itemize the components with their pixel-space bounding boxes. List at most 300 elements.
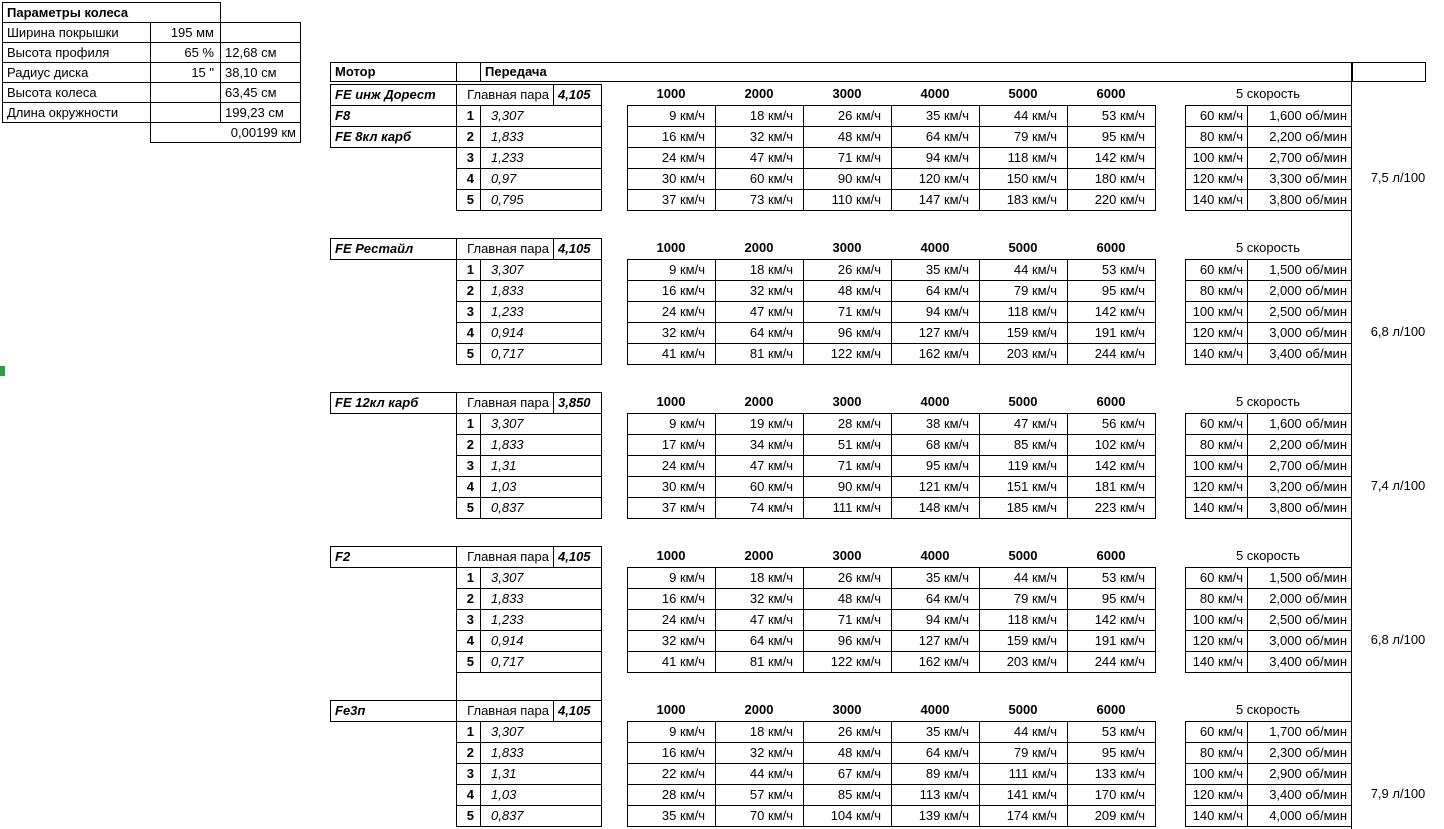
speed-cell[interactable]: 18 км/ч	[715, 721, 804, 743]
speed-cell[interactable]: 79 км/ч	[979, 588, 1068, 610]
speed-cell[interactable]: 122 км/ч	[803, 651, 892, 673]
fifth-gear-rpm-cell[interactable]: 1,500 об/мин	[1247, 259, 1352, 281]
speed-cell[interactable]: 53 км/ч	[1067, 259, 1156, 281]
speed-cell[interactable]: 51 км/ч	[803, 434, 892, 456]
speed-cell[interactable]: 191 км/ч	[1067, 322, 1156, 344]
speed-cell[interactable]: 56 км/ч	[1067, 413, 1156, 435]
fifth-gear-rpm-cell[interactable]: 2,500 об/мин	[1247, 301, 1352, 323]
speed-cell[interactable]: 16 км/ч	[627, 742, 716, 764]
speed-cell[interactable]: 142 км/ч	[1067, 609, 1156, 631]
wheel-param-value[interactable]: 15 "	[150, 62, 221, 83]
final-drive-label[interactable]: Главная пара	[456, 700, 554, 722]
fuel-consumption-label[interactable]: 7,4 л/100	[1370, 478, 1426, 493]
speed-cell[interactable]: 64 км/ч	[891, 126, 980, 148]
fifth-gear-rpm-cell[interactable]: 3,400 об/мин	[1247, 343, 1352, 365]
fifth-gear-speed-cell[interactable]: 120 км/ч	[1185, 168, 1248, 190]
motor-name-cell[interactable]: FE Рестайл	[330, 238, 457, 260]
speed-cell[interactable]: 71 км/ч	[803, 609, 892, 631]
fifth-gear-speed-cell[interactable]: 60 км/ч	[1185, 105, 1248, 127]
gear-number-cell[interactable]: 1	[456, 413, 481, 435]
speed-cell[interactable]: 44 км/ч	[979, 259, 1068, 281]
speed-cell[interactable]: 94 км/ч	[891, 301, 980, 323]
fifth-gear-rpm-cell[interactable]: 1,700 об/мин	[1247, 721, 1352, 743]
speed-cell[interactable]: 244 км/ч	[1067, 651, 1156, 673]
header-gear[interactable]: Передача	[480, 62, 1353, 82]
gear-number-cell[interactable]: 1	[456, 567, 481, 589]
fifth-gear-speed-cell[interactable]: 140 км/ч	[1185, 189, 1248, 211]
fifth-gear-speed-cell[interactable]: 100 км/ч	[1185, 609, 1248, 631]
fifth-gear-rpm-cell[interactable]: 2,500 об/мин	[1247, 609, 1352, 631]
rpm-header[interactable]: 6000	[1096, 86, 1126, 101]
motor-name-cell[interactable]: F2	[330, 546, 457, 568]
rpm-header[interactable]: 1000	[656, 394, 686, 409]
gear-ratio-cell[interactable]: 0,837	[480, 497, 602, 519]
speed-cell[interactable]: 90 км/ч	[803, 476, 892, 498]
speed-cell[interactable]: 64 км/ч	[715, 322, 804, 344]
fifth-gear-rpm-cell[interactable]: 2,200 об/мин	[1247, 434, 1352, 456]
wheel-param-label[interactable]: Радиус диска	[2, 62, 151, 83]
speed-cell[interactable]: 142 км/ч	[1067, 301, 1156, 323]
gear-ratio-cell[interactable]: 3,307	[480, 567, 602, 589]
gear-ratio-cell[interactable]: 0,97	[480, 168, 602, 190]
speed-cell[interactable]: 16 км/ч	[627, 588, 716, 610]
speed-cell[interactable]: 44 км/ч	[979, 721, 1068, 743]
fifth-gear-rpm-cell[interactable]: 3,000 об/мин	[1247, 630, 1352, 652]
fifth-gear-speed-cell[interactable]: 80 км/ч	[1185, 742, 1248, 764]
speed-cell[interactable]: 57 км/ч	[715, 784, 804, 806]
rpm-header[interactable]: 3000	[832, 240, 862, 255]
speed-cell[interactable]: 70 км/ч	[715, 805, 804, 827]
gear-number-cell[interactable]: 5	[456, 497, 481, 519]
fifth-gear-speed-cell[interactable]: 100 км/ч	[1185, 455, 1248, 477]
speed-cell[interactable]: 127 км/ч	[891, 630, 980, 652]
speed-cell[interactable]: 37 км/ч	[627, 497, 716, 519]
rpm-header[interactable]: 1000	[656, 548, 686, 563]
speed-cell[interactable]: 150 км/ч	[979, 168, 1068, 190]
speed-cell[interactable]: 48 км/ч	[803, 588, 892, 610]
fifth-gear-speed-cell[interactable]: 80 км/ч	[1185, 434, 1248, 456]
speed-cell[interactable]: 122 км/ч	[803, 343, 892, 365]
speed-cell[interactable]: 47 км/ч	[715, 147, 804, 169]
speed-cell[interactable]: 104 км/ч	[803, 805, 892, 827]
final-drive-label[interactable]: Главная пара	[456, 546, 554, 568]
rpm-header[interactable]: 3000	[832, 86, 862, 101]
fifth-gear-rpm-cell[interactable]: 2,200 об/мин	[1247, 126, 1352, 148]
gear-ratio-cell[interactable]: 3,307	[480, 413, 602, 435]
fifth-gear-speed-cell[interactable]: 100 км/ч	[1185, 301, 1248, 323]
speed-cell[interactable]: 181 км/ч	[1067, 476, 1156, 498]
speed-cell[interactable]: 79 км/ч	[979, 742, 1068, 764]
rpm-header[interactable]: 6000	[1096, 702, 1126, 717]
rpm-header[interactable]: 1000	[656, 240, 686, 255]
speed-cell[interactable]: 94 км/ч	[891, 609, 980, 631]
gear-number-cell[interactable]: 3	[456, 455, 481, 477]
speed-cell[interactable]: 159 км/ч	[979, 630, 1068, 652]
fifth-gear-speed-cell[interactable]: 60 км/ч	[1185, 567, 1248, 589]
speed-cell[interactable]: 47 км/ч	[715, 455, 804, 477]
fuel-consumption-label[interactable]: 6,8 л/100	[1370, 324, 1426, 339]
fifth-gear-speed-cell[interactable]: 60 км/ч	[1185, 721, 1248, 743]
speed-cell[interactable]: 37 км/ч	[627, 189, 716, 211]
speed-cell[interactable]: 17 км/ч	[627, 434, 716, 456]
speed-cell[interactable]: 16 км/ч	[627, 280, 716, 302]
fifth-gear-rpm-cell[interactable]: 3,400 об/мин	[1247, 651, 1352, 673]
gear-ratio-cell[interactable]: 1,03	[480, 476, 602, 498]
fifth-gear-rpm-cell[interactable]: 3,800 об/мин	[1247, 189, 1352, 211]
fifth-gear-speed-cell[interactable]: 140 км/ч	[1185, 651, 1248, 673]
speed-cell[interactable]: 9 км/ч	[627, 105, 716, 127]
gear-ratio-cell[interactable]: 1,31	[480, 455, 602, 477]
fifth-gear-speed-cell[interactable]: 60 км/ч	[1185, 259, 1248, 281]
speed-cell[interactable]: 162 км/ч	[891, 651, 980, 673]
speed-cell[interactable]: 64 км/ч	[891, 588, 980, 610]
gear-ratio-cell[interactable]: 1,833	[480, 280, 602, 302]
gear-number-cell[interactable]: 2	[456, 126, 481, 148]
speed-cell[interactable]: 16 км/ч	[627, 126, 716, 148]
speed-cell[interactable]: 30 км/ч	[627, 168, 716, 190]
speed-cell[interactable]: 32 км/ч	[627, 322, 716, 344]
final-drive-label[interactable]: Главная пара	[456, 238, 554, 260]
speed-cell[interactable]: 71 км/ч	[803, 301, 892, 323]
speed-cell[interactable]: 118 км/ч	[979, 147, 1068, 169]
gear-ratio-cell[interactable]: 0,914	[480, 630, 602, 652]
speed-cell[interactable]: 79 км/ч	[979, 280, 1068, 302]
fifth-speed-header[interactable]: 5 скорость	[1235, 240, 1301, 255]
speed-cell[interactable]: 19 км/ч	[715, 413, 804, 435]
gear-ratio-cell[interactable]: 0,795	[480, 189, 602, 211]
header-spacer-cell[interactable]	[456, 62, 481, 82]
gear-number-cell[interactable]: 4	[456, 168, 481, 190]
speed-cell[interactable]: 67 км/ч	[803, 763, 892, 785]
speed-cell[interactable]: 26 км/ч	[803, 259, 892, 281]
speed-cell[interactable]: 119 км/ч	[979, 455, 1068, 477]
gear-ratio-cell[interactable]: 1,833	[480, 126, 602, 148]
gear-number-cell[interactable]: 1	[456, 259, 481, 281]
speed-cell[interactable]: 111 км/ч	[803, 497, 892, 519]
speed-cell[interactable]: 220 км/ч	[1067, 189, 1156, 211]
fifth-gear-rpm-cell[interactable]: 3,800 об/мин	[1247, 497, 1352, 519]
gear-number-cell[interactable]: 5	[456, 343, 481, 365]
speed-cell[interactable]: 142 км/ч	[1067, 147, 1156, 169]
speed-cell[interactable]: 9 км/ч	[627, 259, 716, 281]
fifth-gear-rpm-cell[interactable]: 3,000 об/мин	[1247, 322, 1352, 344]
wheel-params-title[interactable]: Параметры колеса	[2, 2, 221, 23]
fuel-consumption-label[interactable]: 6,8 л/100	[1370, 632, 1426, 647]
wheel-param-value[interactable]: 195 мм	[150, 22, 221, 43]
gear-ratio-cell[interactable]: 1,833	[480, 588, 602, 610]
gear-number-cell[interactable]: 4	[456, 322, 481, 344]
speed-cell[interactable]: 26 км/ч	[803, 721, 892, 743]
speed-cell[interactable]: 94 км/ч	[891, 147, 980, 169]
final-drive-label[interactable]: Главная пара	[456, 84, 554, 106]
fifth-gear-rpm-cell[interactable]: 1,600 об/мин	[1247, 413, 1352, 435]
speed-cell[interactable]: 48 км/ч	[803, 280, 892, 302]
rpm-header[interactable]: 4000	[920, 240, 950, 255]
speed-cell[interactable]: 120 км/ч	[891, 168, 980, 190]
fifth-gear-rpm-cell[interactable]: 3,300 об/мин	[1247, 168, 1352, 190]
fuel-consumption-label[interactable]: 7,5 л/100	[1370, 170, 1426, 185]
gear-number-cell[interactable]: 2	[456, 588, 481, 610]
speed-cell[interactable]: 74 км/ч	[715, 497, 804, 519]
fifth-gear-speed-cell[interactable]: 120 км/ч	[1185, 476, 1248, 498]
gear-ratio-cell[interactable]: 1,233	[480, 609, 602, 631]
fifth-gear-rpm-cell[interactable]: 2,300 об/мин	[1247, 742, 1352, 764]
speed-cell[interactable]: 95 км/ч	[891, 455, 980, 477]
fifth-gear-speed-cell[interactable]: 60 км/ч	[1185, 413, 1248, 435]
final-drive-value[interactable]: 4,105	[553, 238, 602, 260]
wheel-param-value[interactable]	[150, 82, 221, 103]
speed-cell[interactable]: 147 км/ч	[891, 189, 980, 211]
fifth-gear-rpm-cell[interactable]: 2,000 об/мин	[1247, 588, 1352, 610]
speed-cell[interactable]: 95 км/ч	[1067, 126, 1156, 148]
final-drive-value[interactable]: 4,105	[553, 84, 602, 106]
speed-cell[interactable]: 60 км/ч	[715, 476, 804, 498]
rpm-header[interactable]: 2000	[744, 702, 774, 717]
wheel-param-label[interactable]: Высота колеса	[2, 82, 151, 103]
rpm-header[interactable]: 5000	[1008, 548, 1038, 563]
speed-cell[interactable]: 18 км/ч	[715, 105, 804, 127]
speed-cell[interactable]: 141 км/ч	[979, 784, 1068, 806]
fuel-consumption-label[interactable]: 7,9 л/100	[1370, 786, 1426, 801]
gear-ratio-cell[interactable]: 3,307	[480, 259, 602, 281]
speed-cell[interactable]: 89 км/ч	[891, 763, 980, 785]
speed-cell[interactable]: 9 км/ч	[627, 413, 716, 435]
final-drive-value[interactable]: 3,850	[553, 392, 602, 414]
speed-cell[interactable]: 22 км/ч	[627, 763, 716, 785]
speed-cell[interactable]: 118 км/ч	[979, 301, 1068, 323]
rpm-header[interactable]: 4000	[920, 86, 950, 101]
speed-cell[interactable]: 102 км/ч	[1067, 434, 1156, 456]
speed-cell[interactable]: 96 км/ч	[803, 322, 892, 344]
fifth-speed-header[interactable]: 5 скорость	[1235, 86, 1301, 101]
speed-cell[interactable]: 148 км/ч	[891, 497, 980, 519]
gear-number-cell[interactable]: 1	[456, 721, 481, 743]
speed-cell[interactable]: 180 км/ч	[1067, 168, 1156, 190]
speed-cell[interactable]: 133 км/ч	[1067, 763, 1156, 785]
fifth-gear-rpm-cell[interactable]: 3,400 об/мин	[1247, 784, 1352, 806]
rpm-header[interactable]: 3000	[832, 394, 862, 409]
fifth-gear-speed-cell[interactable]: 140 км/ч	[1185, 497, 1248, 519]
speed-cell[interactable]: 118 км/ч	[979, 609, 1068, 631]
wheel-param-value2[interactable]: 38,10 см	[220, 62, 301, 83]
speed-cell[interactable]: 47 км/ч	[715, 301, 804, 323]
speed-cell[interactable]: 162 км/ч	[891, 343, 980, 365]
speed-cell[interactable]: 191 км/ч	[1067, 630, 1156, 652]
speed-cell[interactable]: 53 км/ч	[1067, 721, 1156, 743]
speed-cell[interactable]: 35 км/ч	[891, 567, 980, 589]
speed-cell[interactable]: 185 км/ч	[979, 497, 1068, 519]
speed-cell[interactable]: 18 км/ч	[715, 567, 804, 589]
speed-cell[interactable]: 209 км/ч	[1067, 805, 1156, 827]
gear-number-cell[interactable]: 3	[456, 301, 481, 323]
fifth-gear-speed-cell[interactable]: 140 км/ч	[1185, 805, 1248, 827]
speed-cell[interactable]: 24 км/ч	[627, 609, 716, 631]
speed-cell[interactable]: 183 км/ч	[979, 189, 1068, 211]
gear-ratio-cell[interactable]: 0,717	[480, 343, 602, 365]
gear-ratio-cell[interactable]: 0,717	[480, 651, 602, 673]
header-motor[interactable]: Мотор	[330, 62, 457, 82]
speed-cell[interactable]: 30 км/ч	[627, 476, 716, 498]
rpm-header[interactable]: 4000	[920, 394, 950, 409]
speed-cell[interactable]: 170 км/ч	[1067, 784, 1156, 806]
header-right-cell[interactable]	[1351, 62, 1426, 82]
speed-cell[interactable]: 32 км/ч	[627, 630, 716, 652]
wheel-param-value2[interactable]: 199,23 см	[220, 102, 301, 123]
speed-cell[interactable]: 95 км/ч	[1067, 742, 1156, 764]
gear-number-cell[interactable]: 4	[456, 630, 481, 652]
speed-cell[interactable]: 32 км/ч	[715, 280, 804, 302]
speed-cell[interactable]: 28 км/ч	[803, 413, 892, 435]
speed-cell[interactable]: 244 км/ч	[1067, 343, 1156, 365]
fifth-gear-speed-cell[interactable]: 80 км/ч	[1185, 588, 1248, 610]
fifth-gear-rpm-cell[interactable]: 1,500 об/мин	[1247, 567, 1352, 589]
gear-ratio-cell[interactable]: 1,31	[480, 763, 602, 785]
speed-cell[interactable]: 64 км/ч	[891, 280, 980, 302]
speed-cell[interactable]: 34 км/ч	[715, 434, 804, 456]
speed-cell[interactable]: 223 км/ч	[1067, 497, 1156, 519]
speed-cell[interactable]: 38 км/ч	[891, 413, 980, 435]
speed-cell[interactable]: 127 км/ч	[891, 322, 980, 344]
gear-ratio-cell[interactable]: 0,837	[480, 805, 602, 827]
speed-cell[interactable]: 53 км/ч	[1067, 105, 1156, 127]
speed-cell[interactable]: 28 км/ч	[627, 784, 716, 806]
motor-name-cell[interactable]: FE 8кл карб	[330, 126, 457, 148]
speed-cell[interactable]: 139 км/ч	[891, 805, 980, 827]
gear-ratio-cell[interactable]: 1,233	[480, 301, 602, 323]
rpm-header[interactable]: 2000	[744, 86, 774, 101]
speed-cell[interactable]: 151 км/ч	[979, 476, 1068, 498]
speed-cell[interactable]: 73 км/ч	[715, 189, 804, 211]
speed-cell[interactable]: 24 км/ч	[627, 301, 716, 323]
gear-number-cell[interactable]: 2	[456, 434, 481, 456]
fifth-gear-rpm-cell[interactable]: 2,900 об/мин	[1247, 763, 1352, 785]
speed-cell[interactable]: 24 км/ч	[627, 147, 716, 169]
gear-number-cell[interactable]: 3	[456, 763, 481, 785]
speed-cell[interactable]: 44 км/ч	[979, 105, 1068, 127]
speed-cell[interactable]: 53 км/ч	[1067, 567, 1156, 589]
gear-ratio-cell[interactable]: 1,833	[480, 434, 602, 456]
motor-name-cell[interactable]: Fe3п	[330, 700, 457, 722]
speed-cell[interactable]: 85 км/ч	[979, 434, 1068, 456]
wheel-param-value[interactable]	[150, 102, 221, 123]
speed-cell[interactable]: 64 км/ч	[715, 630, 804, 652]
rpm-header[interactable]: 5000	[1008, 702, 1038, 717]
speed-cell[interactable]: 110 км/ч	[803, 189, 892, 211]
wheel-param-label[interactable]: Длина окружности	[2, 102, 151, 123]
rpm-header[interactable]: 4000	[920, 548, 950, 563]
gear-number-cell[interactable]: 4	[456, 784, 481, 806]
speed-cell[interactable]: 35 км/ч	[891, 259, 980, 281]
speed-cell[interactable]: 35 км/ч	[627, 805, 716, 827]
fifth-gear-rpm-cell[interactable]: 3,200 об/мин	[1247, 476, 1352, 498]
rpm-header[interactable]: 5000	[1008, 394, 1038, 409]
fifth-speed-header[interactable]: 5 скорость	[1235, 702, 1301, 717]
speed-cell[interactable]: 81 км/ч	[715, 343, 804, 365]
wheel-param-label[interactable]: Высота профиля	[2, 42, 151, 63]
speed-cell[interactable]: 121 км/ч	[891, 476, 980, 498]
motor-name-cell[interactable]: FE инж Дорест	[330, 84, 457, 106]
speed-cell[interactable]: 32 км/ч	[715, 588, 804, 610]
gear-number-cell[interactable]: 5	[456, 805, 481, 827]
speed-cell[interactable]: 71 км/ч	[803, 455, 892, 477]
speed-cell[interactable]: 9 км/ч	[627, 567, 716, 589]
speed-cell[interactable]: 142 км/ч	[1067, 455, 1156, 477]
fifth-gear-speed-cell[interactable]: 80 км/ч	[1185, 126, 1248, 148]
fifth-gear-speed-cell[interactable]: 120 км/ч	[1185, 322, 1248, 344]
gear-number-cell[interactable]: 3	[456, 609, 481, 631]
gear-ratio-cell[interactable]: 3,307	[480, 721, 602, 743]
speed-cell[interactable]: 35 км/ч	[891, 105, 980, 127]
wheel-param-value2[interactable]: 0,00199 км	[150, 122, 301, 143]
speed-cell[interactable]: 41 км/ч	[627, 651, 716, 673]
speed-cell[interactable]: 26 км/ч	[803, 105, 892, 127]
speed-cell[interactable]: 48 км/ч	[803, 742, 892, 764]
speed-cell[interactable]: 60 км/ч	[715, 168, 804, 190]
gear-ratio-cell[interactable]: 3,307	[480, 105, 602, 127]
fifth-gear-rpm-cell[interactable]: 1,600 об/мин	[1247, 105, 1352, 127]
rpm-header[interactable]: 5000	[1008, 86, 1038, 101]
fifth-gear-rpm-cell[interactable]: 4,000 об/мин	[1247, 805, 1352, 827]
speed-cell[interactable]: 111 км/ч	[979, 763, 1068, 785]
speed-cell[interactable]: 64 км/ч	[891, 742, 980, 764]
gear-number-cell[interactable]: 3	[456, 147, 481, 169]
rpm-header[interactable]: 6000	[1096, 394, 1126, 409]
rpm-header[interactable]: 3000	[832, 548, 862, 563]
gear-ratio-cell[interactable]: 1,03	[480, 784, 602, 806]
gear-ratio-cell[interactable]: 1,833	[480, 742, 602, 764]
wheel-param-value[interactable]: 65 %	[150, 42, 221, 63]
wheel-param-value2[interactable]: 63,45 см	[220, 82, 301, 103]
speed-cell[interactable]: 159 км/ч	[979, 322, 1068, 344]
speed-cell[interactable]: 95 км/ч	[1067, 588, 1156, 610]
speed-cell[interactable]: 32 км/ч	[715, 742, 804, 764]
speed-cell[interactable]: 18 км/ч	[715, 259, 804, 281]
fifth-gear-speed-cell[interactable]: 100 км/ч	[1185, 763, 1248, 785]
speed-cell[interactable]: 96 км/ч	[803, 630, 892, 652]
final-drive-value[interactable]: 4,105	[553, 700, 602, 722]
speed-cell[interactable]: 48 км/ч	[803, 126, 892, 148]
rpm-header[interactable]: 4000	[920, 702, 950, 717]
speed-cell[interactable]: 203 км/ч	[979, 343, 1068, 365]
speed-cell[interactable]: 85 км/ч	[803, 784, 892, 806]
speed-cell[interactable]: 79 км/ч	[979, 126, 1068, 148]
speed-cell[interactable]: 32 км/ч	[715, 126, 804, 148]
fifth-speed-header[interactable]: 5 скорость	[1235, 548, 1301, 563]
rpm-header[interactable]: 2000	[744, 240, 774, 255]
speed-cell[interactable]: 9 км/ч	[627, 721, 716, 743]
fifth-gear-rpm-cell[interactable]: 2,000 об/мин	[1247, 280, 1352, 302]
gear-number-cell[interactable]: 5	[456, 651, 481, 673]
speed-cell[interactable]: 47 км/ч	[979, 413, 1068, 435]
speed-cell[interactable]: 90 км/ч	[803, 168, 892, 190]
speed-cell[interactable]: 47 км/ч	[715, 609, 804, 631]
speed-cell[interactable]: 68 км/ч	[891, 434, 980, 456]
wheel-param-value2[interactable]	[220, 22, 301, 43]
speed-cell[interactable]: 81 км/ч	[715, 651, 804, 673]
speed-cell[interactable]: 95 км/ч	[1067, 280, 1156, 302]
speed-cell[interactable]: 26 км/ч	[803, 567, 892, 589]
final-drive-label[interactable]: Главная пара	[456, 392, 554, 414]
rpm-header[interactable]: 2000	[744, 548, 774, 563]
fifth-gear-rpm-cell[interactable]: 2,700 об/мин	[1247, 455, 1352, 477]
motor-name-cell[interactable]: FE 12кл карб	[330, 392, 457, 414]
rpm-header[interactable]: 1000	[656, 86, 686, 101]
fifth-gear-rpm-cell[interactable]: 2,700 об/мин	[1247, 147, 1352, 169]
fifth-gear-speed-cell[interactable]: 120 км/ч	[1185, 630, 1248, 652]
rpm-header[interactable]: 2000	[744, 394, 774, 409]
speed-cell[interactable]: 203 км/ч	[979, 651, 1068, 673]
rpm-header[interactable]: 6000	[1096, 240, 1126, 255]
